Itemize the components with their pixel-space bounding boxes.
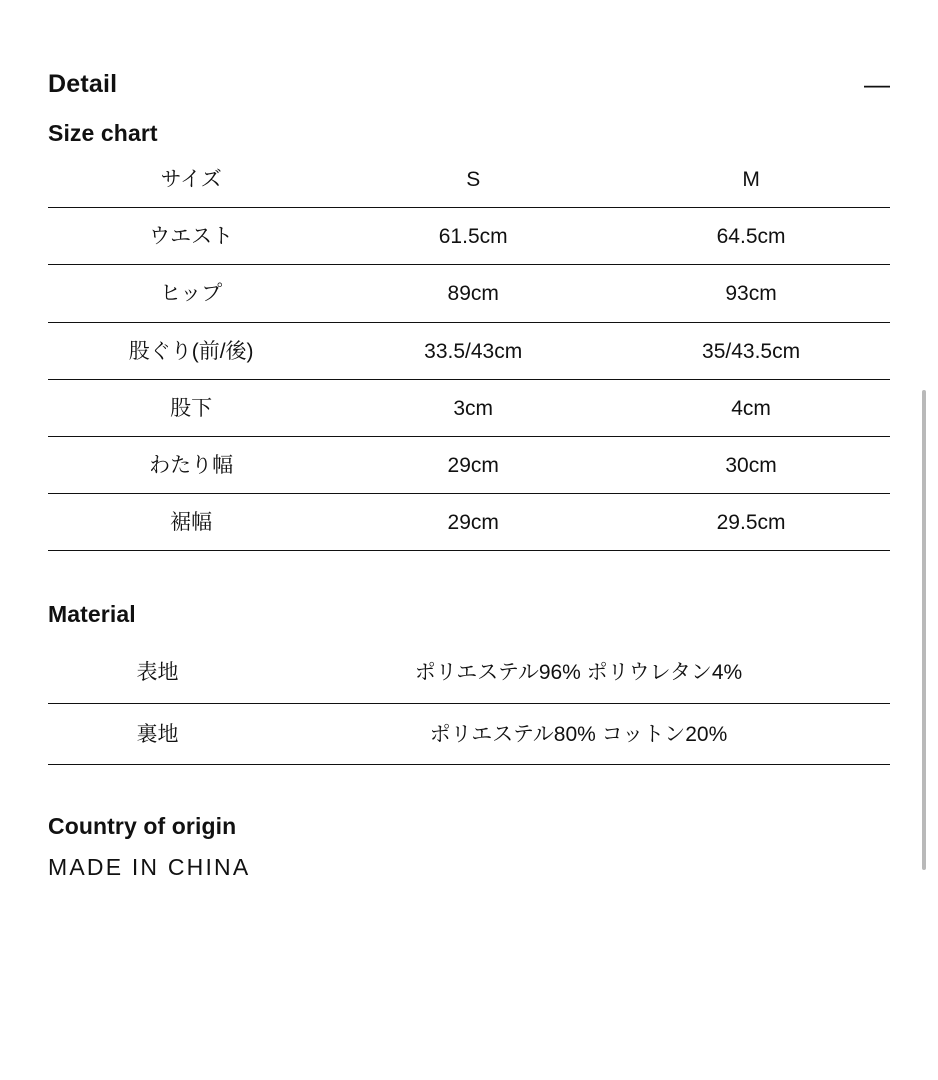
row-value-m: 30cm (612, 436, 890, 493)
collapse-minus-icon[interactable]: — (864, 69, 890, 99)
row-label: 股ぐり(前/後) (48, 322, 334, 379)
table-row (48, 265, 890, 322)
table-row (48, 322, 890, 379)
row-label: 裾幅 (48, 494, 334, 551)
table-row (48, 208, 890, 265)
row-label: ヒップ (48, 265, 334, 322)
material-table (48, 642, 890, 764)
table-header-row (48, 161, 890, 208)
row-value-m: 29.5cm (612, 494, 890, 551)
material-row-label: 表地 (48, 642, 267, 703)
row-label: ウエスト (48, 208, 334, 265)
row-value-s: 3cm (334, 379, 612, 436)
size-chart-table (48, 161, 890, 551)
row-value-m: 4cm (612, 379, 890, 436)
row-value-s: 29cm (334, 494, 612, 551)
detail-section-header[interactable] (48, 0, 890, 120)
table-row (48, 703, 890, 764)
row-label: 股下 (48, 379, 334, 436)
column-header-s: S (334, 161, 612, 208)
table-row (48, 379, 890, 436)
country-of-origin-value: MADE IN CHINA (48, 853, 251, 880)
material-row-label: 裏地 (48, 703, 267, 764)
material-row-value: ポリエステル80% コットン20% (267, 703, 890, 764)
scrollbar-thumb[interactable] (922, 390, 926, 870)
row-value-s: 89cm (334, 265, 612, 322)
table-row (48, 642, 890, 703)
row-value-m: 35/43.5cm (612, 322, 890, 379)
scrollbar-track[interactable] (926, 0, 932, 1080)
page-title: Detail (48, 69, 118, 98)
table-row (48, 436, 890, 493)
material-title: Material (48, 601, 136, 628)
row-value-s: 29cm (334, 436, 612, 493)
row-label: わたり幅 (48, 436, 334, 493)
row-value-m: 93cm (612, 265, 890, 322)
country-of-origin-title: Country of origin (48, 812, 237, 839)
row-value-s: 33.5/43cm (334, 322, 612, 379)
material-row-value: ポリエステル96% ポリウレタン4% (267, 642, 890, 703)
row-value-m: 64.5cm (612, 208, 890, 265)
column-header-m: M (612, 161, 890, 208)
size-chart-title: Size chart (48, 120, 158, 146)
column-header-size: サイズ (48, 161, 334, 208)
table-row (48, 494, 890, 551)
row-value-s: 61.5cm (334, 208, 612, 265)
